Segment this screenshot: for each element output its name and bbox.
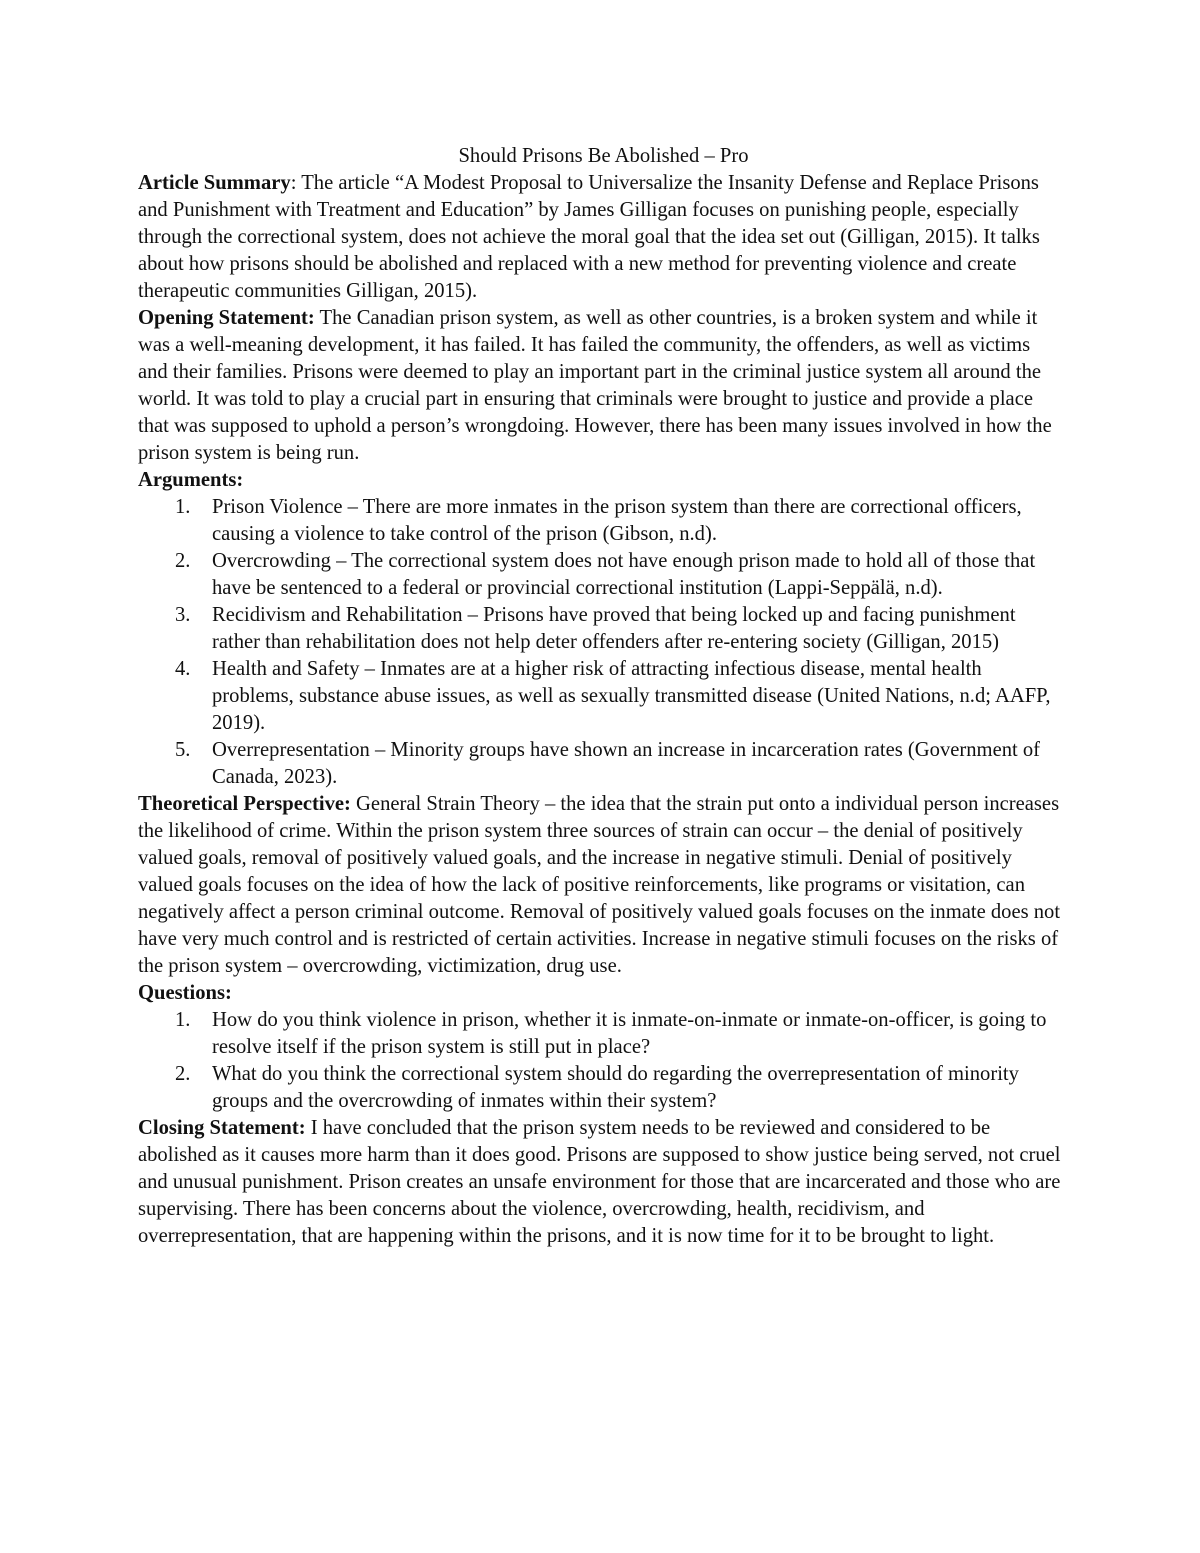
argument-text: Prison Violence – There are more inmates in the prison system than there are correctional officers, causing a violence to take control of the prison (Gibson, n.d). — [212, 496, 1022, 545]
question-number: 1. — [175, 1009, 191, 1031]
document-title: Should Prisons Be Abolished – Pro — [458, 145, 749, 167]
argument-number: 5. — [175, 739, 191, 761]
argument-text: Overrepresentation – Minority groups have shown an increase in incarceration rates (Government of Canada, 2023). — [212, 739, 1041, 788]
opening-statement-text: The Canadian prison system, as well as other countries, is a broken system and while it was a well-meaning development, it has failed. It has failed the community, the offenders, as well as victims and their families. Prisons were deemed to play an important part in the criminal justice system all around the world. It was told to play a crucial part in ensuring that criminals were brought to justice and provide a place that was supposed to uphold a person’s wrongdoing. However, there has been many issues involved in how the prison system is being run. — [138, 307, 1052, 464]
question-number: 2. — [175, 1063, 191, 1085]
questions-list — [138, 1007, 1063, 1115]
argument-item — [138, 494, 1063, 548]
argument-item — [138, 656, 1063, 737]
opening-statement-paragraph — [138, 305, 1063, 467]
question-text: What do you think the correctional system should do regarding the overrepresentation of minority groups and the overcrowding of inmates within their system? — [212, 1063, 1019, 1112]
closing-statement-label: Closing Statement: — [138, 1117, 306, 1139]
theoretical-perspective-paragraph — [138, 791, 1063, 980]
questions-heading: Questions: — [138, 982, 232, 1004]
opening-statement-label: Opening Statement: — [138, 307, 315, 329]
article-summary-label: Article Summary — [138, 172, 291, 194]
argument-text: Health and Safety – Inmates are at a higher risk of attracting infectious disease, mental health problems, substance abuse issues, as well as sexually transmitted disease (United Nations, n.d; AAFP, 2019). — [212, 658, 1051, 734]
argument-item — [138, 602, 1063, 656]
argument-number: 1. — [175, 496, 191, 518]
closing-statement-text: I have concluded that the prison system needs to be reviewed and considered to be abolished as it causes more harm than it does good. Prisons are supposed to show justice being served, not cruel and unusual punishment. Prison creates an unsafe environment for those that are incarcerated and those who are supervising. There has been concerns about the violence, overcrowding, health, recidivism, and overrepresentation, that are happening within the prisons, and it is now time for it to be brought to light. — [138, 1117, 1061, 1247]
question-text: How do you think violence in prison, whether it is inmate-on-inmate or inmate-on-officer, is going to resolve itself if the prison system is still put in place? — [212, 1009, 1047, 1058]
document-page — [138, 143, 1063, 1250]
argument-number: 3. — [175, 604, 191, 626]
argument-number: 4. — [175, 658, 191, 680]
article-summary-text: : The article “A Modest Proposal to Universalize the Insanity Defense and Replace Prisons and Punishment with Treatment and Education” by James Gilligan focuses on punishing people, especially through the correctional system, does not achieve the moral goal that the idea set out (Gilligan, 2015). It talks about how prisons should be abolished and replaced with a new method for preventing violence and create therapeutic communities Gilligan, 2015). — [138, 172, 1040, 302]
argument-item — [138, 737, 1063, 791]
question-item — [138, 1061, 1063, 1115]
closing-statement-paragraph — [138, 1115, 1063, 1250]
article-summary-paragraph — [138, 170, 1063, 305]
argument-text: Recidivism and Rehabilitation – Prisons have proved that being locked up and facing punishment rather than rehabilitation does not help deter offenders after re-entering society (Gilligan, 2015) — [212, 604, 1016, 653]
argument-number: 2. — [175, 550, 191, 572]
argument-item — [138, 548, 1063, 602]
arguments-heading: Arguments: — [138, 469, 244, 491]
argument-text: Overcrowding – The correctional system does not have enough prison made to hold all of those that have be sentenced to a federal or provincial correctional institution (Lappi-Seppälä, n.d). — [212, 550, 1036, 599]
question-item — [138, 1007, 1063, 1061]
arguments-list — [138, 494, 1063, 791]
theoretical-perspective-text: General Strain Theory – the idea that the strain put onto a individual person increases the likelihood of crime. Within the prison system three sources of strain can occur – the denial of positively valued goals, removal of positively valued goals, and the increase in negative stimuli. Denial of positively valued goals focuses on the idea of how the lack of positive reinforcements, like programs or visitation, can negatively affect a person criminal outcome. Removal of positively valued goals focuses on the inmate does not have very much control and is restricted of certain activities. Increase in negative stimuli focuses on the risks of the prison system – overcrowding, victimization, drug use. — [138, 793, 1061, 977]
theoretical-perspective-label: Theoretical Perspective: — [138, 793, 351, 815]
